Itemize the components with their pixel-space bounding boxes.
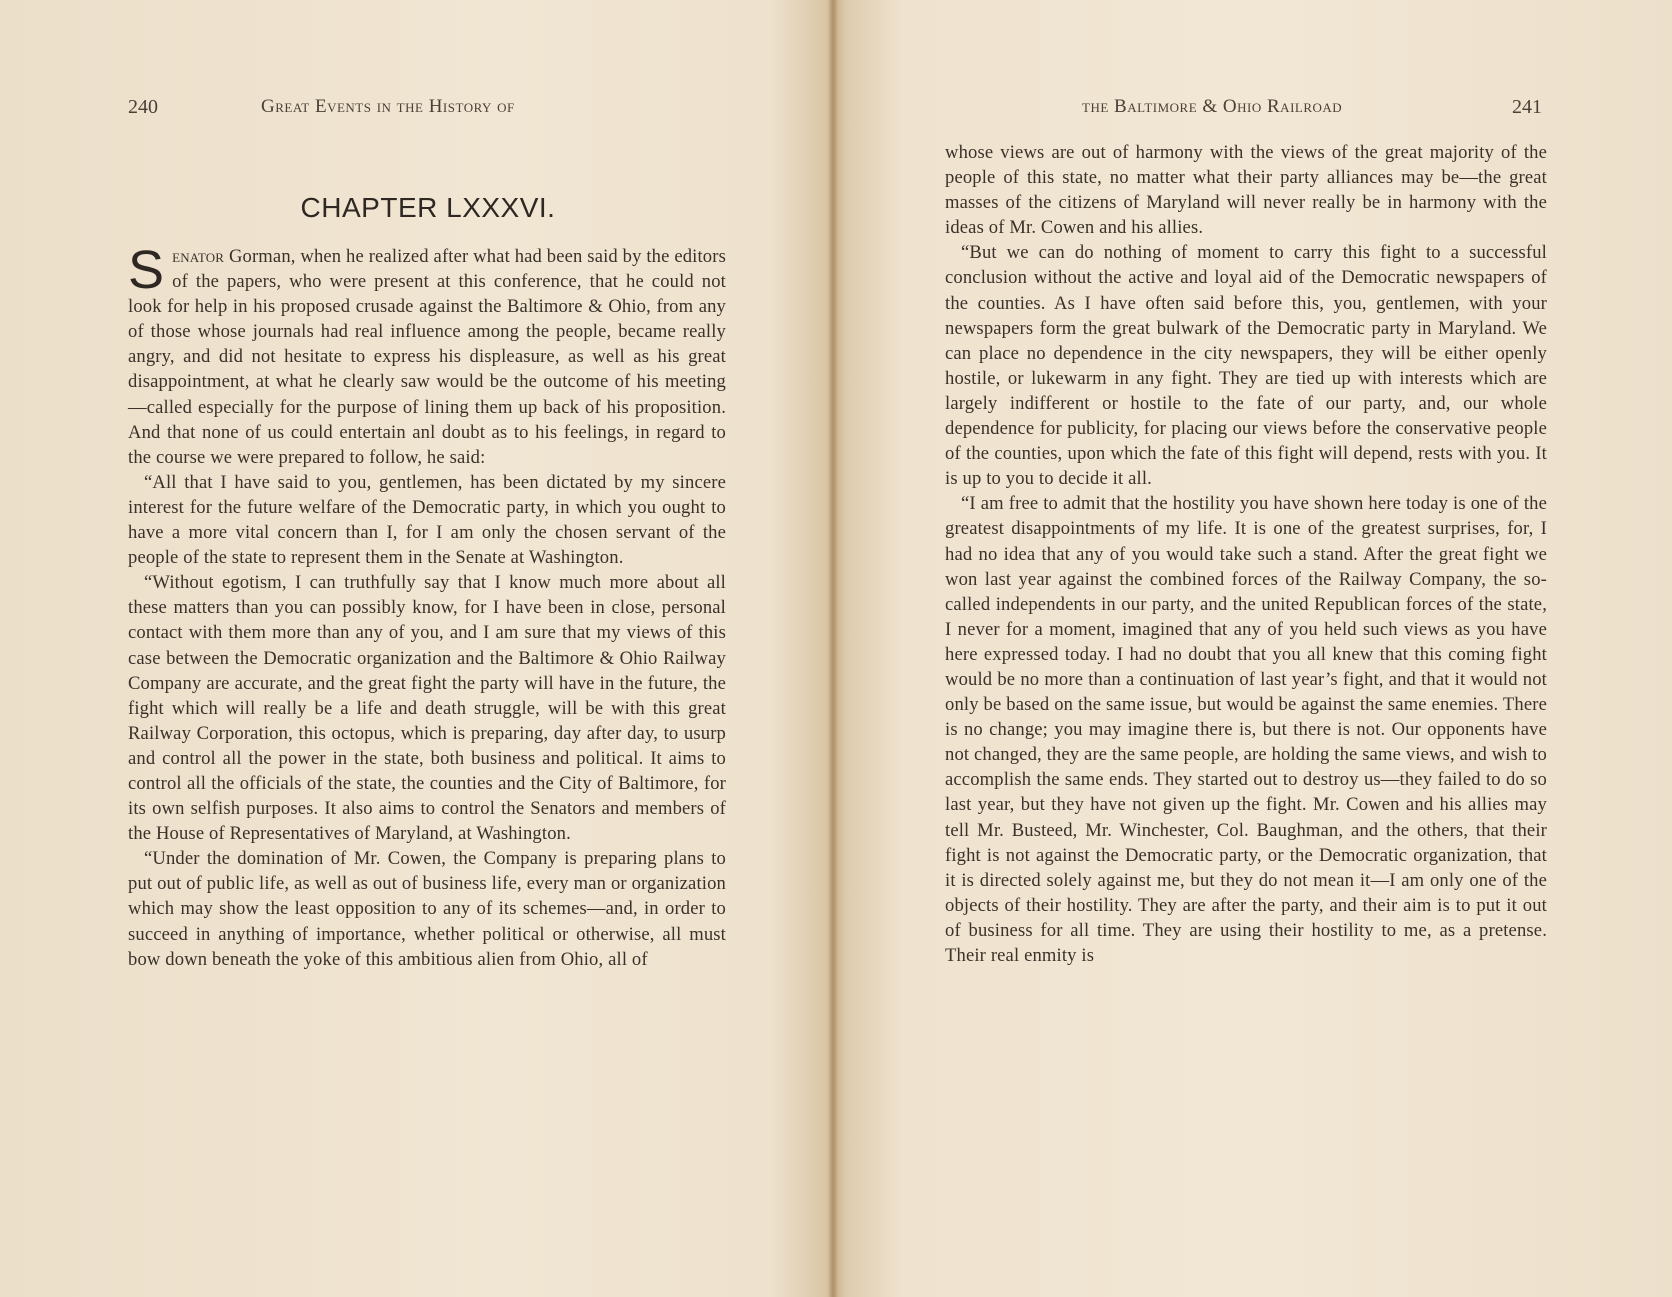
page-number-right: 241 [1512, 96, 1542, 118]
paragraph: “I am free to admit that the hostility you have shown here today is one of the greatest disappointments of my life. It is one of the greatest surprises, for, I had no idea that any of you would take such a stand. After the great fight we won last year against the combined forces of the Railway Company, the so-called independents in our party, and the united Republican forces of the state, I never for a moment, imagined that any of you held such views as you have here expressed today. I had no doubt that you all knew that this coming fight would be no more than a continuation of last year’s fight, and that it would not only be based on the same issue, but would be against the same enemies. There is no change; you may imagine there is, but there is not. Our opponents have not changed, they are the same people, are holding the same views, and wish to accomplish the same ends. They started out to destroy us—they failed to do so last year, but they have not given up the fight. Mr. Cowen and his allies may tell Mr. Busteed, Mr. Winchester, Col. Baughman, and the others, that their fight is not against the Democratic party, or the Democratic organization, that it is directed solely against me, but they do not mean it—I am only one of the objects of their hostility. They are after the party, and their aim is to put it out of business for all time. They are using their hostility to me, as a pretense. Their real enmity is [945, 493, 1547, 966]
left-page [0, 0, 726, 1297]
drop-cap: S [128, 240, 165, 300]
paragraph: “Under the domination of Mr. Cowen, the Company is preparing plans to put out of public life, as well as out of business life, every man or organization which may show the least opposition to any of its schemes—and, in order to succeed in anything of importance, whether political or otherwise, all must bow down beneath the yoke of this ambitious alien from Ohio, all of [128, 848, 726, 970]
left-page-body [128, 240, 726, 972]
right-page [836, 0, 1672, 1297]
paragraph: “Without egotism, I can truthfully say that I know much more about all these matters than you can possibly know, for I have been in close, personal contact with them more than any of you, and I am sure that my views of this case between the Democratic organization and the Baltimore & Ohio Railway Company are accurate, and the great fight the party will have in the future, the fight which will really be a life and death struggle, will be with this great Railway Corporation, this octopus, which is preparing, day after day, to usurp and control all the power in the state, both business and political. It aims to control all the officials of the state, the counties and the City of Baltimore, for its own selfish purposes. It also aims to control the Senators and members of the House of Representatives of Maryland, at Washington. [128, 572, 726, 845]
paragraph: “All that I have said to you, gentlemen, has been dictated by my sincere interest for the future welfare of the Democratic party, in which you ought to have a more vital concern than I, for I am only the chosen servant of the people of the state to represent them in the Senate at Washington. [128, 471, 726, 569]
opening-paragraph [128, 240, 726, 470]
right-page-body [945, 140, 1547, 968]
paragraph: “But we can do nothing of moment to carry this fight to a successful conclusion without the active and loyal aid of the Democratic newspapers of the counties. As I have often said before this, you, gentlemen, with your newspapers form the great bulwark of the Democratic party in Maryland. We can place no dependence in the city newspapers, they will be either openly hostile, or lukewarm in any fight. They are tied up with interests which are largely indifferent or hostile to the fate of our party, and, our whole dependence for publicity, for placing our views before the conservative people of the counties, upon which the fate of this fight will depend, rests with you. It is up to you to decide it all. [945, 242, 1547, 490]
paragraph: whose views are out of harmony with the views of the great majority of the people of this state, no matter what their party alliances may be—the great masses of the citizens of Maryland will never really be in harmony with the ideas of Mr. Cowen and his allies. [945, 142, 1547, 239]
page-number-left: 240 [128, 96, 158, 118]
running-head-left: Great Events in the History of [261, 96, 515, 117]
running-head-right: the Baltimore & Ohio Railroad [1082, 96, 1343, 117]
lead-word: enator [172, 246, 225, 267]
chapter-title: CHAPTER LXXXVI. [300, 192, 556, 223]
paragraph-text: Gorman, when he realized after what had been said by the editors of the papers, who were present at this conference, that he could not look for help in his proposed crusade against the Baltimore & Ohio, from any of those whose journals had real influence among the people, became really angry, and did not hesitate to express his displeasure, as well as his great disappointment, at what he clearly saw would be the outcome of his meeting—called especially for the purpose of lining them up back of his proposition. And that none of us could entertain anl doubt as to his feelings, in regard to the course we were prepared to follow, he said: [128, 246, 726, 468]
